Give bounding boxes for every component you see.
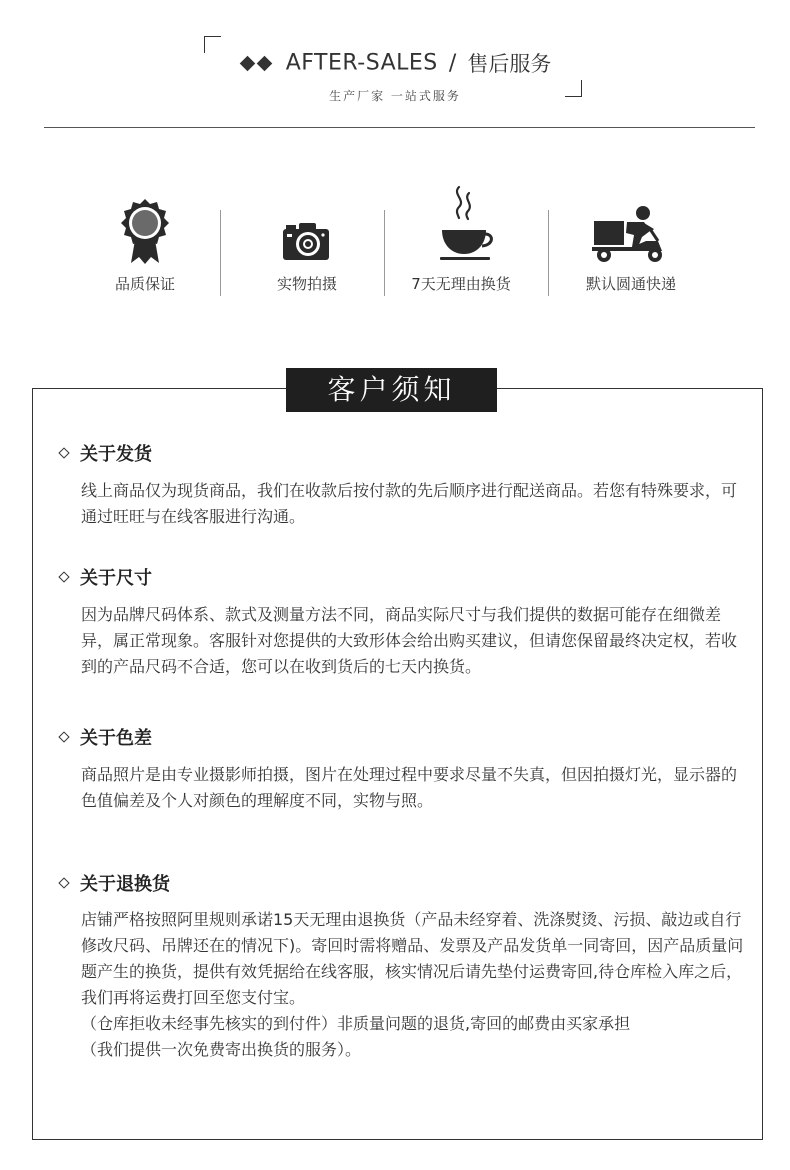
service-label: 实物拍摄 bbox=[276, 275, 337, 293]
camera-icon bbox=[222, 185, 392, 265]
service-photos bbox=[222, 180, 392, 310]
notice-title: 客户须知 bbox=[286, 368, 497, 412]
service-quality bbox=[60, 180, 230, 310]
service-icons-row bbox=[60, 180, 740, 310]
coffee-cup-icon bbox=[376, 185, 546, 265]
header-title bbox=[0, 48, 790, 78]
diamond-bullet-icon bbox=[58, 571, 69, 582]
section-body-returns: 店铺严格按照阿里规则承诺15天无理由退换货（产品未经穿着、洗涤熨烫、污损、敲边或自行修改尺码、吊牌还在的情况下)。寄回时需将赠品、发票及产品发货单一同寄回，因产品质量问题产生的换货，提供有效凭据给在线客服，核实情况后请先垫付运费寄回,待仓库检入库之后，我们再将运费打回至您支付宝。 （仓库拒收未经事先核实的到付件）非质量问题的退货,寄回的邮费由买家承担 （我们提供一次免费寄出换货的服务）。 bbox=[81, 910, 744, 1059]
title-separator: / bbox=[448, 50, 457, 76]
section-heading-returns: 关于退换货 bbox=[60, 870, 170, 896]
service-delivery bbox=[546, 180, 716, 310]
title-english: AFTER-SALES bbox=[285, 50, 438, 76]
section-body-size: 因为品牌尺码体系、款式及测量方法不同，商品实际尺寸与我们提供的数据可能存在细微差异，属正常现象。客服针对您提供的大致形体会给出购买建议，但请您保留最终决定权，若收到的产品尺码不合适，您可以在收到货后的七天内换货。 bbox=[81, 605, 738, 676]
double-diamond-icon bbox=[239, 54, 273, 73]
diamond-bullet-icon bbox=[58, 731, 69, 742]
after-sales-header bbox=[0, 0, 790, 130]
delivery-scooter-icon bbox=[546, 185, 716, 265]
service-label: 7天无理由换货 bbox=[411, 275, 511, 293]
section-heading-size: 关于尺寸 bbox=[60, 564, 152, 590]
title-chinese: 售后服务 bbox=[467, 52, 552, 76]
service-label: 默认圆通快递 bbox=[585, 275, 676, 293]
service-label: 品质保证 bbox=[114, 275, 175, 293]
diamond-bullet-icon bbox=[58, 447, 69, 458]
service-returns bbox=[376, 180, 546, 310]
section-body-color: 商品照片是由专业摄影师拍摄，图片在处理过程中要求尽量不失真，但因拍摄灯光，显示器的色值偏差及个人对颜色的理解度不同，实物与照。 bbox=[81, 765, 738, 810]
vertical-divider bbox=[220, 210, 221, 296]
section-heading-color: 关于色差 bbox=[60, 724, 152, 750]
award-medal-icon bbox=[60, 185, 230, 265]
section-heading-shipping: 关于发货 bbox=[60, 440, 152, 466]
section-body-shipping: 线上商品仅为现货商品，我们在收款后按付款的先后顺序进行配送商品。若您有特殊要求，可通过旺旺与在线客服进行沟通。 bbox=[81, 481, 738, 526]
header-subtitle: 生产厂家 一站式服务 bbox=[329, 89, 461, 103]
diamond-bullet-icon bbox=[58, 877, 69, 888]
header-divider bbox=[44, 127, 755, 128]
